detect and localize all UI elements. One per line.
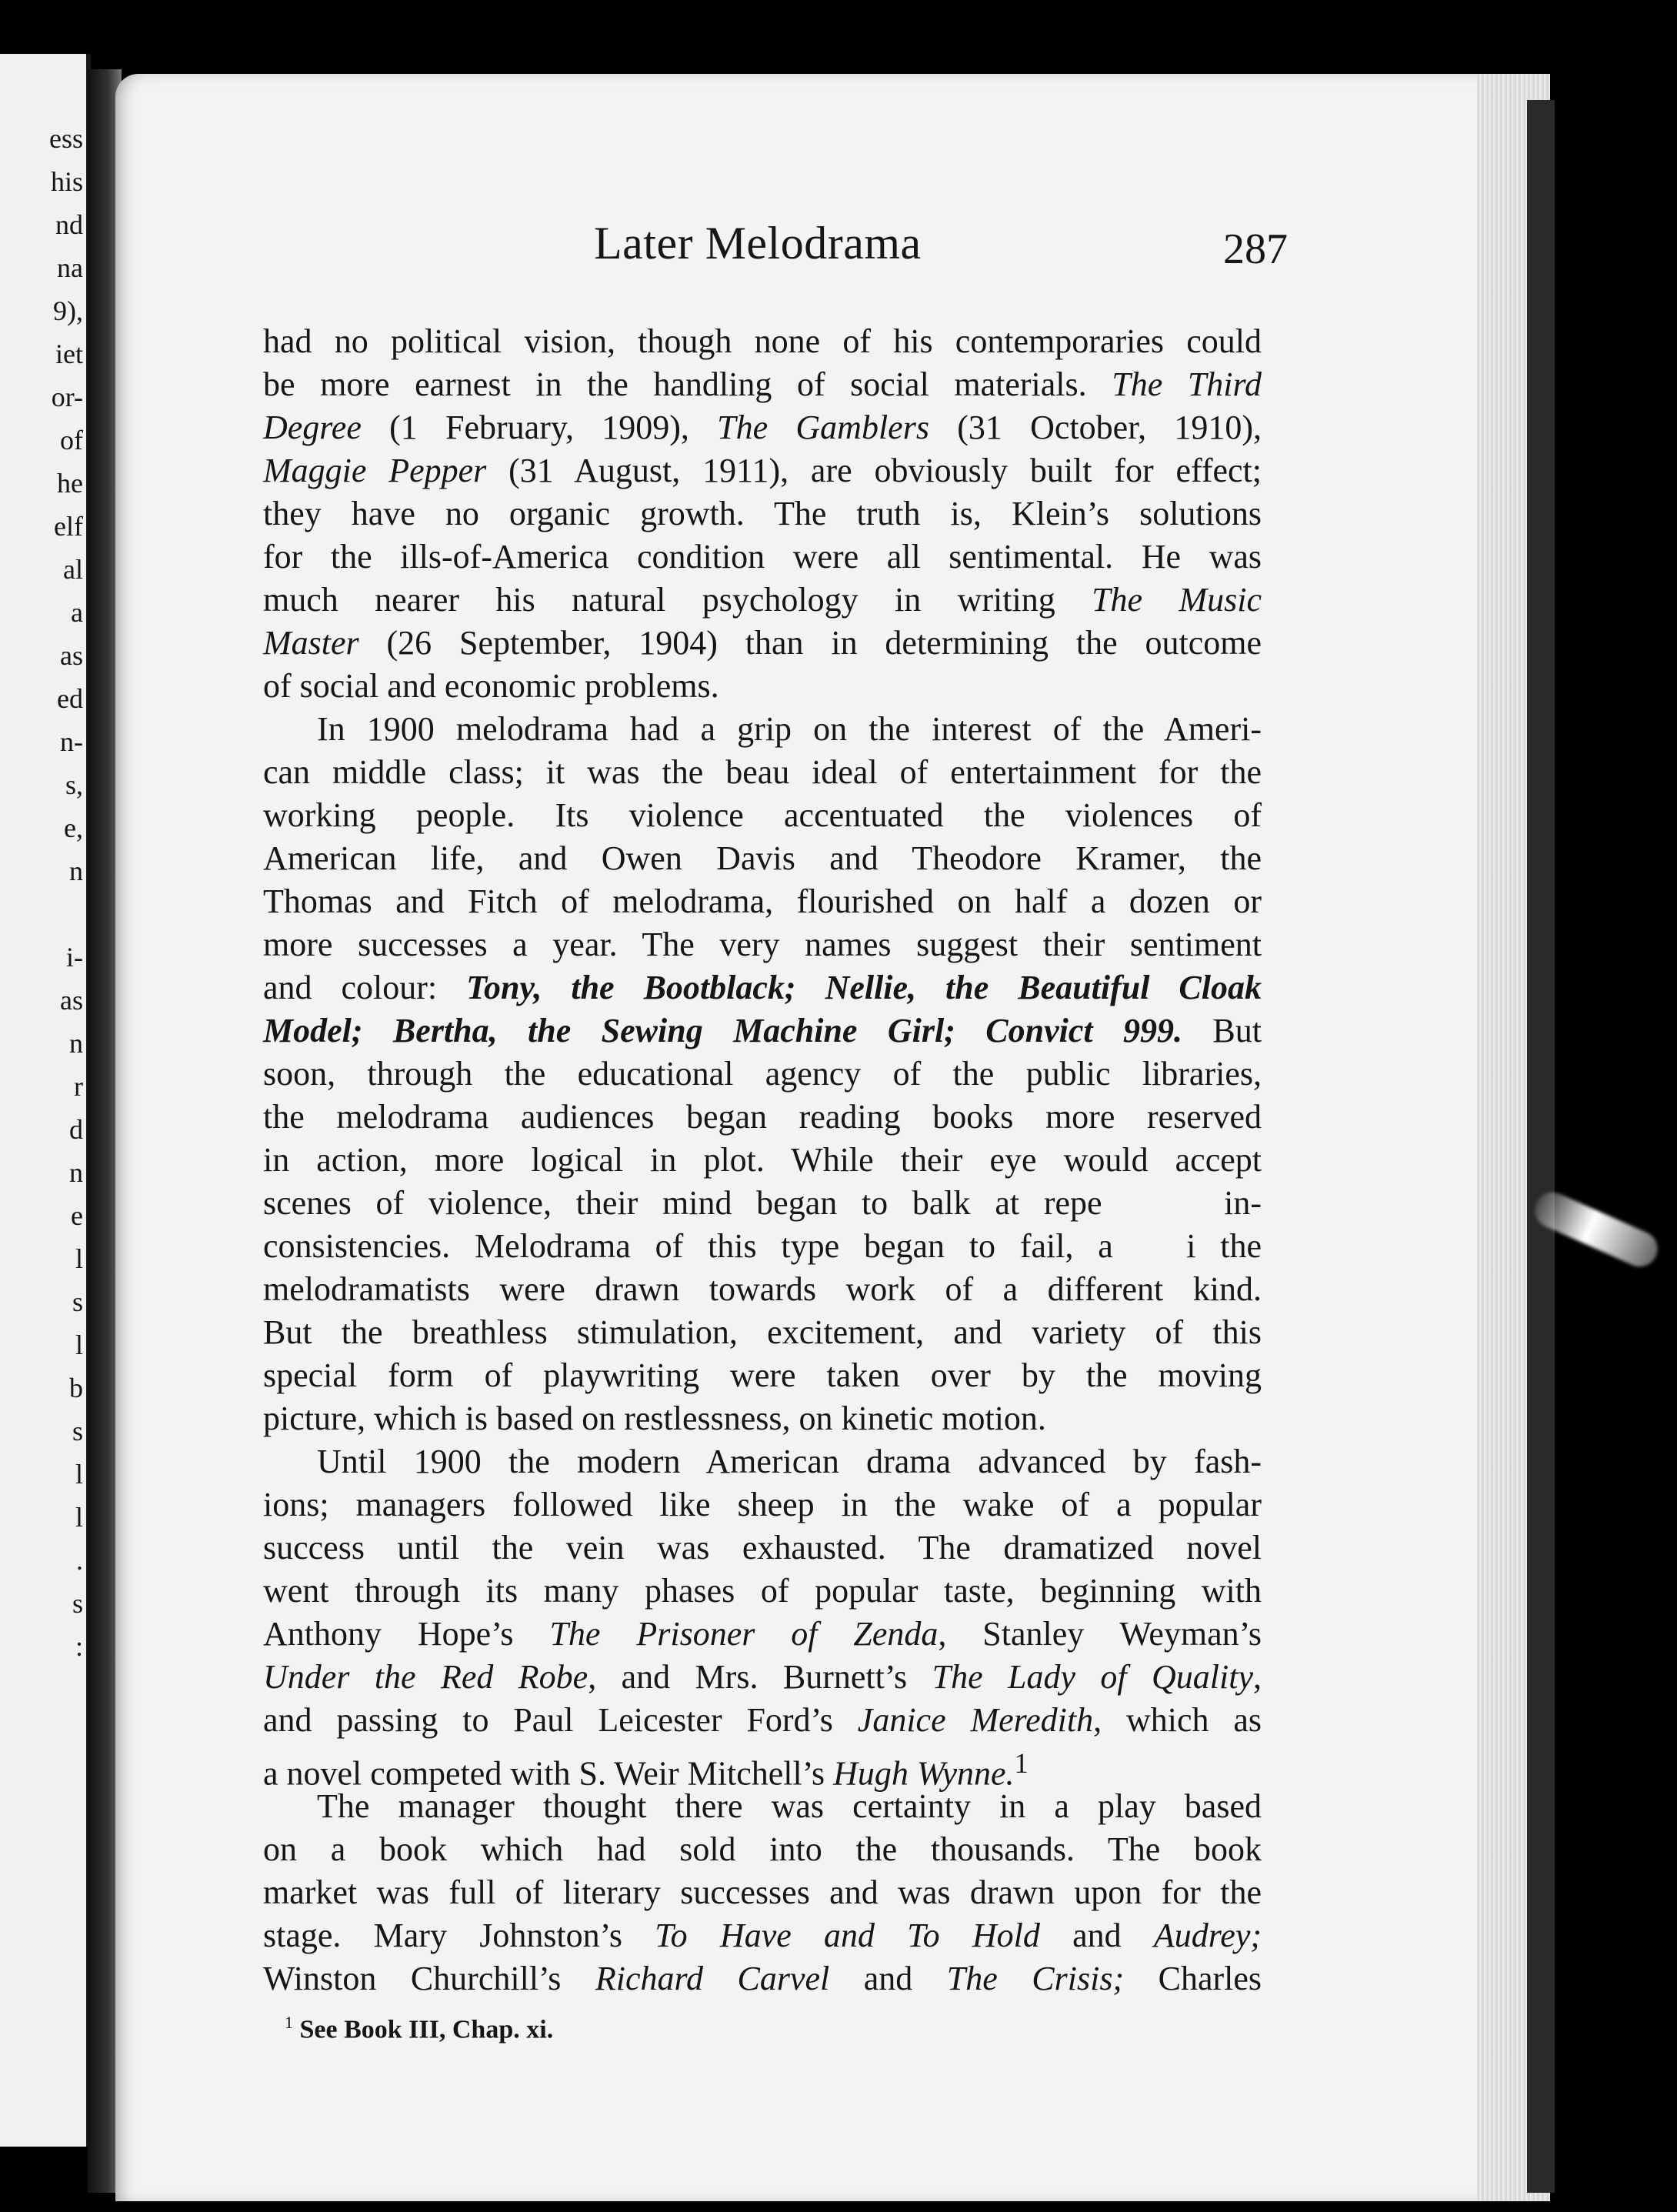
text-line: scenes of violence, their mind began to balk at repe in- — [263, 1184, 1262, 1222]
left-page-fragment: nd — [55, 209, 83, 240]
page-edges-shadow — [1527, 100, 1555, 2193]
text-line: they have no organic growth. The truth is, Klein’s solutions — [263, 495, 1262, 532]
footnote — [285, 2013, 553, 2044]
text-line: melodramatists were drawn towards work of a different kind. — [263, 1270, 1262, 1308]
text-line: special form of playwriting were taken over by the moving — [263, 1356, 1262, 1394]
text-line: success until the vein was exhausted. The dramatized novel — [263, 1529, 1262, 1566]
left-page-fragment: e, — [64, 812, 83, 843]
text-line: and colour: Tony, the Bootblack; Nellie, the Beautiful Cloak — [263, 969, 1262, 1006]
left-facing-page — [0, 54, 91, 2147]
text-line: Winston Churchill’s Richard Carvel and The Crisis; Charles — [263, 1960, 1262, 1997]
text-line: had no political vision, though none of his contemporaries could — [263, 322, 1262, 360]
left-page-fragment: as — [60, 640, 83, 671]
text-line: and passing to Paul Leicester Ford’s Janice Meredith, which as — [263, 1701, 1262, 1739]
left-page-fragment: 9), — [53, 295, 83, 326]
text-line: on a book which had sold into the thousands. The book — [263, 1830, 1262, 1868]
left-page-fragment: na — [57, 252, 83, 283]
page-number: 287 — [1223, 225, 1288, 273]
text-line: American life, and Owen Davis and Theodore Kramer, the — [263, 839, 1262, 877]
text-line: ions; managers followed like sheep in the wake of a popular — [263, 1486, 1262, 1523]
left-page-fragment: iet — [55, 339, 83, 369]
footnote-marker: 1 — [285, 2013, 293, 2032]
text-line: be more earnest in the handling of social materials. The Third — [263, 365, 1262, 403]
left-page-fragment: l — [75, 1330, 83, 1360]
text-line: stage. Mary Johnston’s To Have and To Hold and Audrey; — [263, 1917, 1262, 1954]
left-page-fragment: a — [71, 597, 83, 628]
text-line: Anthony Hope’s The Prisoner of Zenda, Stanley Weyman’s — [263, 1615, 1262, 1653]
text-line: Maggie Pepper (31 August, 1911), are obviously built for effect; — [263, 452, 1262, 489]
text-line: working people. Its violence accentuated the violences of — [263, 796, 1262, 834]
text-line: Under the Red Robe, and Mrs. Burnett’s The Lady of Quality, — [263, 1658, 1262, 1696]
left-page-fragment: as — [60, 985, 83, 1016]
text-line: soon, through the educational agency of the public libraries, — [263, 1055, 1262, 1093]
left-page-fragment: he — [57, 468, 83, 499]
text-line: But the breathless stimulation, excitement, and variety of this — [263, 1313, 1262, 1351]
left-page-fragment: ed — [57, 683, 83, 714]
left-page-fragment: l — [75, 1243, 83, 1274]
left-page-fragment: . — [76, 1545, 83, 1576]
text-line: Model; Bertha, the Sewing Machine Girl; Convict 999. But — [263, 1012, 1262, 1049]
book-page — [115, 74, 1481, 2201]
footnote-text: See Book III, Chap. xi. — [299, 2015, 554, 2044]
text-line: can middle class; it was the beau ideal of entertainment for the — [263, 753, 1262, 791]
text-line: the melodrama audiences began reading books more reserved — [263, 1098, 1262, 1136]
text-line: Degree (1 February, 1909), The Gamblers (31 October, 1910), — [263, 409, 1262, 446]
left-page-fragment: of — [60, 425, 83, 455]
text-line: much nearer his natural psychology in writing The Music — [263, 581, 1262, 619]
left-page-fragment: n — [69, 1157, 83, 1188]
text-line: The manager thought there was certainty in a play based — [317, 1787, 1262, 1825]
left-page-fragment: s — [72, 1588, 83, 1619]
text-line: market was full of literary successes and was drawn upon for the — [263, 1873, 1262, 1911]
text-line: Thomas and Fitch of melodrama, flourished on half a dozen or — [263, 882, 1262, 920]
body-text — [263, 320, 1262, 2000]
left-page-fragment: s — [72, 1286, 83, 1317]
left-page-fragment: i- — [66, 942, 83, 973]
text-line: picture, which is based on restlessness, on kinetic motion. — [263, 1400, 1046, 1437]
left-page-fragment: l — [75, 1459, 83, 1490]
left-page-fragment: s, — [65, 769, 83, 800]
left-page-fragment: elf — [54, 511, 83, 542]
left-page-fragment: his — [50, 166, 83, 197]
text-line: a novel competed with S. Weir Mitchell’s Hugh Wynne.$^1$ — [263, 1747, 1029, 1793]
left-page-fragment: l — [75, 1502, 83, 1533]
left-page-fragment: ess — [49, 123, 83, 154]
left-page-fragment: or- — [51, 382, 83, 412]
text-line: for the ills-of-America condition were all sentimental. He was — [263, 538, 1262, 576]
left-page-fragment: al — [63, 554, 83, 585]
text-line: consistencies. Melodrama of this type began to fail, a i the — [263, 1227, 1262, 1265]
left-page-fragment: n- — [60, 726, 83, 757]
left-page-fragment: e — [71, 1200, 83, 1231]
left-page-fragment: n — [69, 856, 83, 886]
running-head: Later Melodrama — [594, 218, 922, 269]
text-line: In 1900 melodrama had a grip on the interest of the Ameri- — [317, 710, 1262, 748]
text-line: Master (26 September, 1904) than in determining the outcome — [263, 624, 1262, 662]
text-line: in action, more logical in plot. While their eye would accept — [263, 1141, 1262, 1179]
text-line: of social and economic problems. — [263, 667, 719, 705]
left-page-fragment: r — [74, 1071, 83, 1102]
text-line: went through its many phases of popular taste, beginning with — [263, 1572, 1262, 1610]
left-page-fragment: n — [69, 1028, 83, 1059]
left-page-fragment: s — [72, 1416, 83, 1446]
left-page-fragment: d — [69, 1114, 83, 1145]
text-line: more successes a year. The very names suggest their sentiment — [263, 926, 1262, 963]
left-page-fragment: : — [75, 1631, 83, 1662]
left-page-fragment: b — [69, 1373, 83, 1403]
text-line: Until 1900 the modern American drama advanced by fash- — [317, 1443, 1262, 1480]
